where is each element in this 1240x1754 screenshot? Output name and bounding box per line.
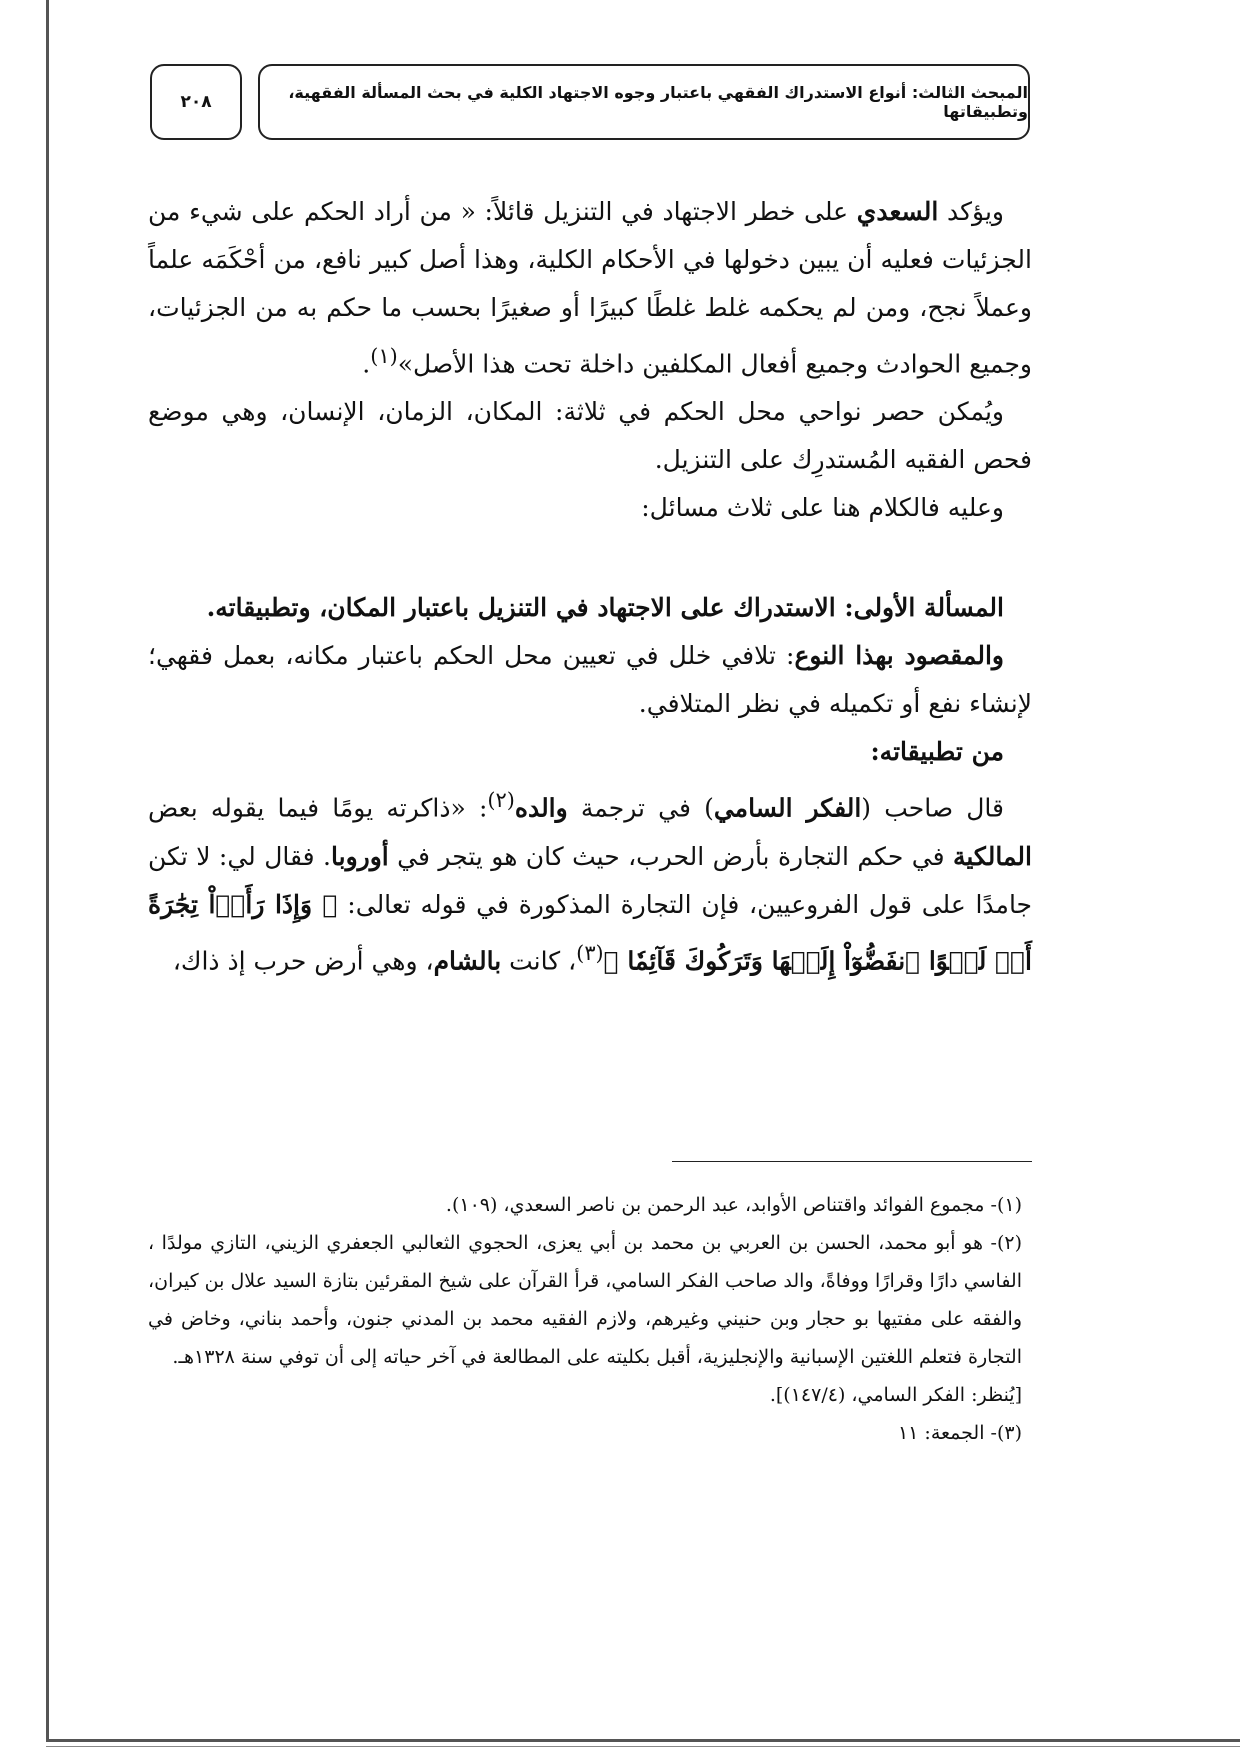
page-number: ٢٠٨ — [180, 92, 212, 112]
running-header-title: المبحث الثالث: أنواع الاستدراك الفقهي باعتبار وجوه الاجتهاد الكلية في بحث المسألة الفقهية، وتطبيقاتها — [288, 83, 1028, 121]
paragraph-intended-meaning: والمقصود بهذا النوع: تلافي خلل في تعيين محل الحكم باعتبار مكانه، بعمل فقهي؛ لإنشاء نفع أو تكميله في نظر المتلافي. — [148, 641, 1032, 719]
footnote-ref-1: (١) — [370, 344, 398, 368]
page-frame-bottom — [46, 1739, 1240, 1742]
issue-one-heading: المسألة الأولى: الاستدراك على الاجتهاد في التنزيل باعتبار المكان، وتطبيقاته. — [206, 593, 1004, 623]
footnote-ref-3: (٣) — [576, 940, 604, 965]
page-frame-bottom-line — [46, 1746, 1240, 1747]
footnote-2: (٢)- هو أبو محمد، الحسن بن العربي بن محمد بن أبي يعزى، الحجوي الثعالبي الجعفري الزيني، التازي مولدًا ، الفاسي دارًا وقرارًا ووفاةً، والد صاحب الفكر السامي، قرأ القرآن على شيخ المقرئين بتازة السيد علال بن كيران، والفقه على مفتيها بو حجار وبن حنيني وغيرهم، ولازم الفقيه محمد بن المدني جنون، وأحمد بناني، وخاض في التجارة فتعلم اللغتين الإسبانية والإنجليزية، أقبل بكليته على المطالعة في آخر حياته إلى أن توفي سنة ١٣٢٨هـ. — [148, 1232, 1022, 1368]
page-frame-left — [46, 0, 49, 1742]
name-sa3di: السعدي — [856, 197, 939, 226]
footnote-1: (١)- مجموع الفوائد واقتناص الأوابد، عبد الرحمن بن ناصر السعدي، (١٠٩). — [445, 1194, 1022, 1216]
paragraph-fikr-sami: قال صاحب (الفكر السامي) في ترجمة والده$^{(٢)}$: «ذاكرته يومًا فيما يقوله بعض المالكية في حكم التجارة بأرض الحرب، حيث كان هو يتجر في أوروبا. فقال لي: لا تكن جامدًا على قول الفروعيين، فإن التجارة المذكورة في قوله تعالى: ﴿ وَإِذَا رَأَوۡاْ تِجَٰرَةً أَوۡ لَهۡوًا ٱنفَضُّوٓاْ إِلَيۡهَا وَتَرَكُوكَ قَآئِمٗا ﴾$^{(٣)}$، كانت بالشام، وهي أرض حرب إذ ذاك، — [148, 788, 1033, 975]
paragraph-aspects: ويُمكن حصر نواحي محل الحكم في ثلاثة: المكان، الزمان، الإنسان، وهي موضع فحص الفقيه المُستدرِك على التنزيل. — [148, 397, 1032, 475]
footnotes — [148, 1186, 1032, 1452]
quran-verse: ﴿ وَإِذَا رَأَوۡاْ تِجَٰرَةً أَوۡ لَهۡوًا ٱنفَضُّوٓاْ إِلَيۡهَا وَتَرَكُوكَ قَآئِمٗا ﴾ — [148, 889, 1032, 975]
running-header — [258, 64, 1030, 140]
footnote-3: (٣)- الجمعة: ١١ — [897, 1422, 1022, 1444]
footnote-separator — [672, 1161, 1032, 1162]
applications-heading: من تطبيقاته: — [870, 737, 1004, 767]
footnote-ref-2: (٢) — [487, 788, 515, 813]
spacer — [148, 532, 1032, 584]
page-number-box — [150, 64, 242, 140]
main-text — [148, 188, 1032, 985]
paragraph-sa3di-quote: ويؤكد السعدي على خطر الاجتهاد في التنزيل قائلاً: « من أراد الحكم على شيء من الجزئيات فعليه أن يبين دخولها في الأحكام الكلية، وهذا أصل كبير نافع، من أحْكَمَه علماً وعملاً نجح، ومن لم يحكمه غلط غلطًا كبيرًا أو صغيرًا بحسب ما حكم به من الجزئيات، وجميع الحوادث وجميع أفعال المكلفين داخلة تحت هذا الأصل»$^{(١)}$. — [148, 197, 1032, 379]
paragraph-issues-intro: وعليه فالكلام هنا على ثلاث مسائل: — [641, 493, 1004, 523]
footnote-2-reference: [يُنظر: الفكر السامي، (١٤٧/٤)]. — [769, 1384, 1022, 1406]
